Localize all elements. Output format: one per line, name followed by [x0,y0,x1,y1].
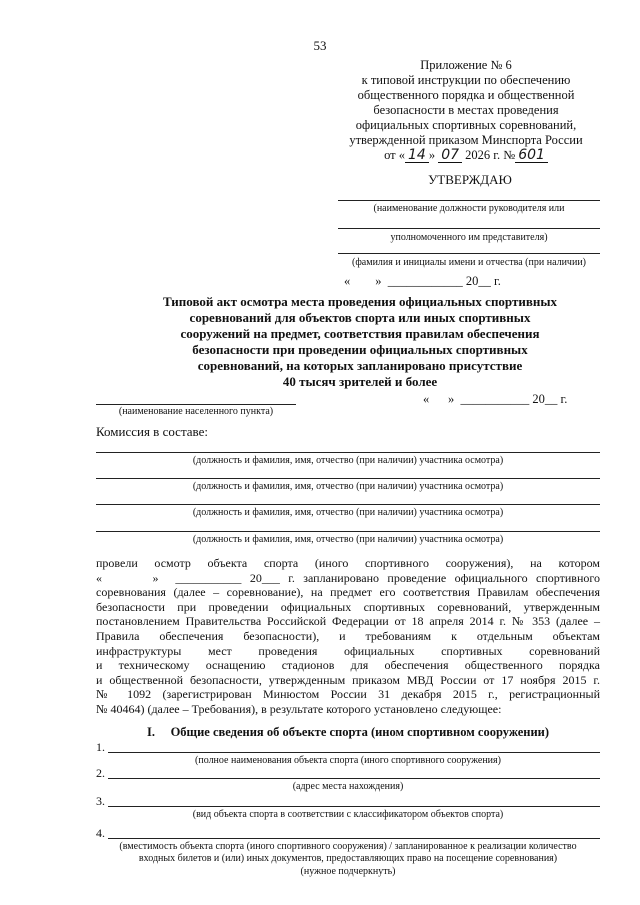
section-heading: I. Общие сведения об объекте спорта (ином спортивном сооружении) [146,725,550,739]
appendix-line: утвержденной приказом Минспорта России [349,133,583,147]
field-number: 1. [96,740,105,754]
place-line [96,404,296,405]
appendix-line: официальных спортивных соревнований, [355,118,577,132]
approve-caption: (фамилия и инициалы имени и отчества (при наличии) [352,257,586,268]
member-caption: (должность и фамилия, имя, отчество (при наличии) участника осмотра) [192,507,504,518]
field-number: 4. [96,826,105,840]
handwritten-month: 07 [438,148,462,163]
body-paragraph: провели осмотр объекта спорта (иного спортивного сооружения), на котором « » ___________ 20___ г. запланировано проведение официального спортивного соревнования (далее – соревнование), на предмет его соответствия Правилам обеспечения безопасности при проведении официальных спортивных соревнований, утвержденным постановлением Правительства Российской Федерации от 18 апреля 2014 г. № 353 (далее – Правила обеспечения безопасности), и требованиям к отдельным объектам инфраструктуры мест проведения официальных спортивных соревнований и техническому оснащению стадионов для обеспечения общественного порядка и общественной безопасности, утвержденным приказом МВД России от 17 ноября 2015 г. № 1092 (зарегистрирован Минюстом России 31 декабря 2015 г., регистрационный № 40464) (далее – Требования), в результате которого установлено следующее: [96,556,600,716]
field-number: 3. [96,794,105,808]
appendix-line: к типовой инструкции по обеспечению [361,73,571,87]
member-caption: (должность и фамилия, имя, отчество (при наличии) участника осмотра) [192,455,504,466]
field-caption: (вид объекта спорта в соответствии с классификатором объектов спорта) [192,809,504,820]
document-title: Типовой акт осмотра места проведения официальных спортивных соревнований для объектов спорта или иных спортивных сооружений на предмет, соответствия правилам обеспечения безопасности при проведении официальных спортивных соревнований, на которых запланировано присутствие 40 тысяч зрителей и более [162,294,558,389]
member-line [96,531,600,532]
member-line [96,478,600,479]
appendix-date-line: от « 14 » 07 2026 г. № 601 [336,148,596,163]
appendix-title: Приложение № 6 [420,58,512,72]
appendix-line: общественного порядка и общественной [357,88,575,102]
member-caption: (должность и фамилия, имя, отчество (при наличии) участника осмотра) [192,534,504,545]
field-line [108,752,600,753]
member-line [96,504,600,505]
approve-caption: уполномоченного им представителя) [390,232,548,243]
page-number: 53 [313,38,327,53]
field-caption-note: (нужное подчеркнуть) [300,866,396,877]
place-date: « » ___________ 20__ г. [423,392,568,406]
field-line [108,806,600,807]
signature-line [338,228,600,229]
approve-caption: (наименование должности руководителя или [373,203,565,214]
approve-date: « » ____________ 20__ г. [344,274,501,288]
member-line [96,452,600,453]
field-line [108,778,600,779]
handwritten-day: 14 [405,148,429,163]
field-number: 2. [96,766,105,780]
field-caption: (адрес места нахождения) [292,781,404,792]
field-caption: входных билетов и (или) иных документов, предоставляющих право на посещение соревнования) [138,853,558,864]
signature-line [338,200,600,201]
commission-label: Комиссия в составе: [96,424,208,439]
field-caption: (вместимость объекта спорта (иного спортивного сооружения) / запланированное к реализации количество [119,841,577,852]
field-line [108,838,600,839]
handwritten-order-number: 601 [515,148,548,163]
member-caption: (должность и фамилия, имя, отчество (при наличии) участника осмотра) [192,481,504,492]
appendix-block [336,58,596,163]
signature-line [338,253,600,254]
appendix-line: безопасности в местах проведения [373,103,559,117]
place-caption: (наименование населенного пункта) [118,406,274,417]
field-caption: (полное наименования объекта спорта (иного спортивного сооружения) [195,755,501,766]
approve-title: УТВЕРЖДАЮ [428,172,512,187]
